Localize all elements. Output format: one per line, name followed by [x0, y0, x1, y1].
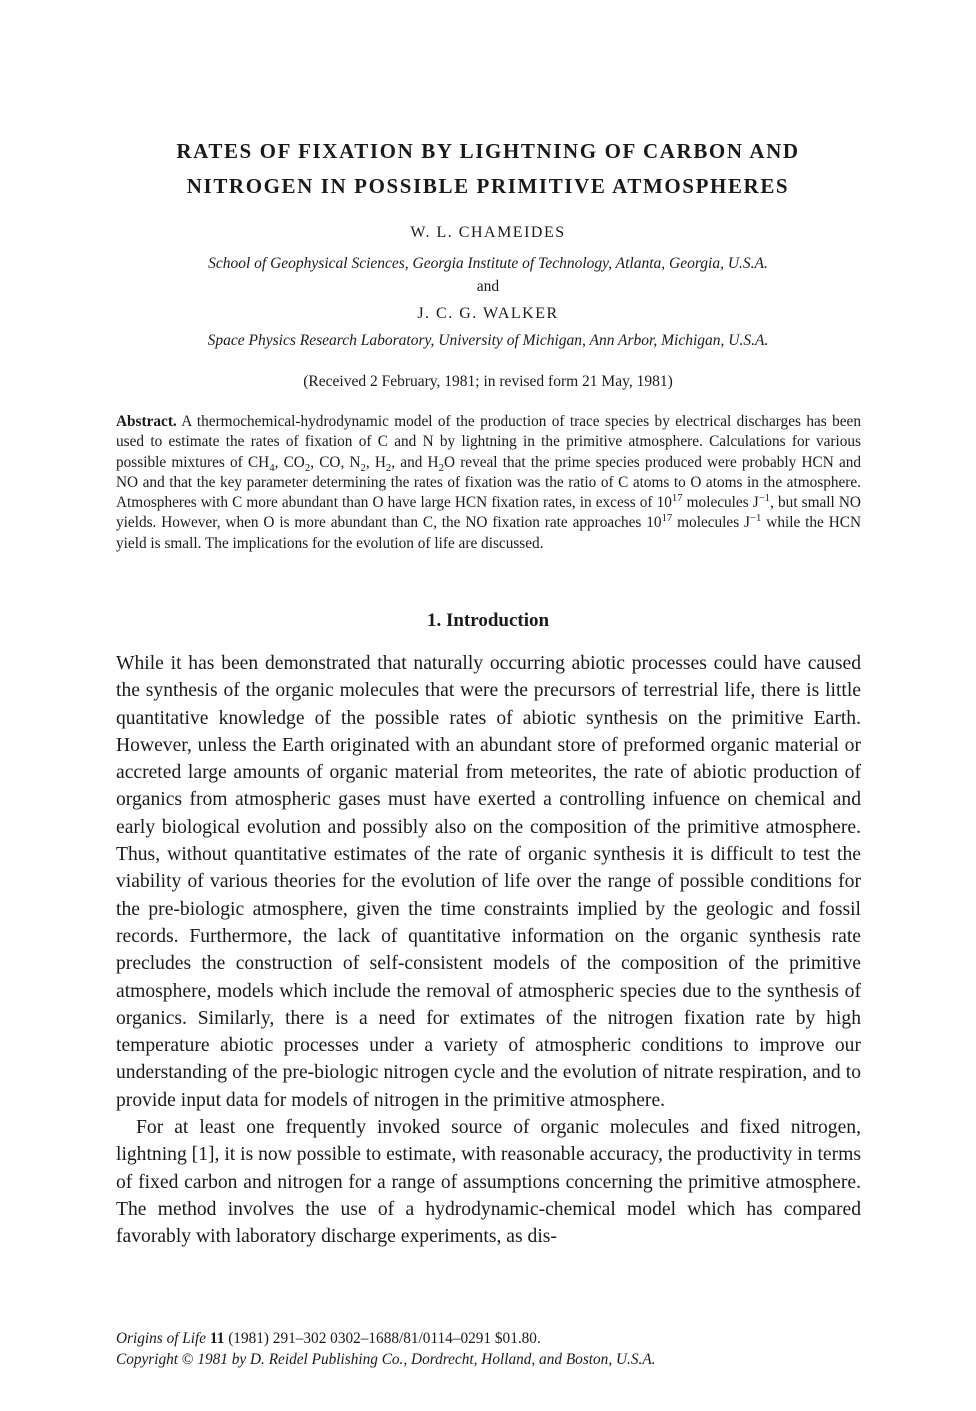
copyright-symbol: © — [181, 1351, 194, 1368]
journal-volume: 11 — [209, 1330, 225, 1347]
paper-title-line-2: NITROGEN IN POSSIBLE PRIMITIVE ATMOSPHERES — [186, 174, 790, 198]
abstract-text: , and H — [391, 453, 439, 471]
paragraph-1: While it has been demonstrated that naturally occurring abiotic processes could have caused the synthesis of the organic molecules that were the precursors of terrestrial life, there is little quantitative knowledge of the possible rates of abiotic synthesis on the primitive Earth. However, unless the Earth originated with an abundant store of preformed organic material or accreted large amounts of organic material from meteorites, the rate of abiotic production of organics from atmospheric gases must have exerted a controlling infuence on chemical and early biological evolution and possibly also on the composition of the primitive atmosphere. Thus, without quantitative estimates of the rate of organic synthesis it is difficult to test the viability of various theories for the evolution of life over the range of possible conditions for the pre-biologic atmosphere, given the time constraints implied by the geologic and fossil records. Furthermore, the lack of quantitative information on the organic synthesis rate precludes the construction of self-consistent models of the composition of the primitive atmosphere, models which include the removal of atmospheric species due to the synthesis of organics. Similarly, there is a need for extimates of the nitrogen fixation rate by high temperature abiotic processes under a variety of atmospheric conditions to improve our understanding of the pre-biologic nitrogen cycle and the evolution of nitrate respiration, and to provide input data for models of nitrogen in the primitive atmosphere. — [116, 653, 861, 1111]
copyright-word: Copyright — [116, 1351, 179, 1368]
received-dates: (Received 2 February, 1981; in revised form 21 May, 1981) — [303, 373, 673, 390]
journal-name: Origins of Life — [116, 1330, 207, 1347]
abstract-text: O reveal that the prime species produced were probably HCN and NO and that the key parameter determining the rates of fixation was the ratio of C atoms to O atoms in the atmosphere. Atmospheres with C more abundant than O have large HCN fixation rates, in excess of 10 — [116, 453, 862, 512]
paper-title-line-1: RATES OF FIXATION BY LIGHTNING OF CARBON AND — [176, 139, 800, 163]
author-affiliation-1: School of Geophysical Sciences, Georgia Institute of Technology, Atlanta, Georgia, U.S.A. — [208, 255, 768, 272]
subscript: 2 — [385, 461, 392, 474]
abstract-label: Abstract. — [116, 413, 177, 430]
subscript: 2 — [438, 461, 444, 474]
citation-details: (1981) 291–302 0302–1688/81/0114–0291 $01.80. — [224, 1330, 541, 1347]
superscript: −1 — [758, 492, 771, 505]
superscript: −1 — [750, 512, 762, 525]
abstract-text: while the HCN yield is small. The implications for the evolution of life are discussed. — [116, 514, 861, 552]
superscript: 17 — [671, 492, 683, 505]
abstract-text: , but small NO yields. However, when O is more abundant than C, the NO fixation rate approaches 10 — [116, 494, 861, 532]
abstract-text: , CO — [274, 453, 305, 471]
abstract-text: , CO, N — [310, 453, 361, 471]
subscript: 2 — [304, 461, 311, 474]
superscript: 17 — [661, 512, 673, 525]
abstract-text: molecules J — [682, 494, 759, 512]
copyright-footer — [116, 1351, 861, 1369]
abstract-text: A thermochemical-hydrodynamic model of the production of trace species by electrical discharges has been used to estimate the rates of fixation of C and N by lightning in the primitive atmosphere. Calculations for various possible mixtures of CH — [116, 413, 861, 471]
section-heading: 1. Introduction — [426, 610, 550, 631]
abstract-text: , H — [365, 453, 386, 471]
abstract — [116, 412, 861, 554]
author-name-2: J. C. G. WALKER — [417, 305, 559, 322]
citation-footer — [116, 1330, 861, 1348]
abstract-text: molecules J — [672, 514, 750, 532]
and-separator: and — [476, 278, 500, 295]
author-affiliation-2: Space Physics Research Laboratory, University of Michigan, Ann Arbor, Michigan, U.S.A. — [207, 332, 769, 349]
author-name-1: W. L. CHAMEIDES — [410, 224, 566, 241]
copyright-text: 1981 by D. Reidel Publishing Co., Dordrecht, Holland, and Boston, U.S.A. — [193, 1351, 656, 1368]
subscript: 4 — [269, 461, 275, 474]
paragraph-2: For at least one frequently invoked source of organic molecules and fixed nitrogen, lightning [1], it is now possible to estimate, with reasonable accuracy, the productivity in terms of fixed carbon and nitrogen for a range of assumptions concerning the primitive atmosphere. The method involves the use of a hydrodynamic-chemical model which has compared favorably with laboratory discharge experiments, as dis- — [116, 1117, 861, 1248]
subscript: 2 — [360, 461, 366, 474]
body-text — [116, 650, 861, 1251]
